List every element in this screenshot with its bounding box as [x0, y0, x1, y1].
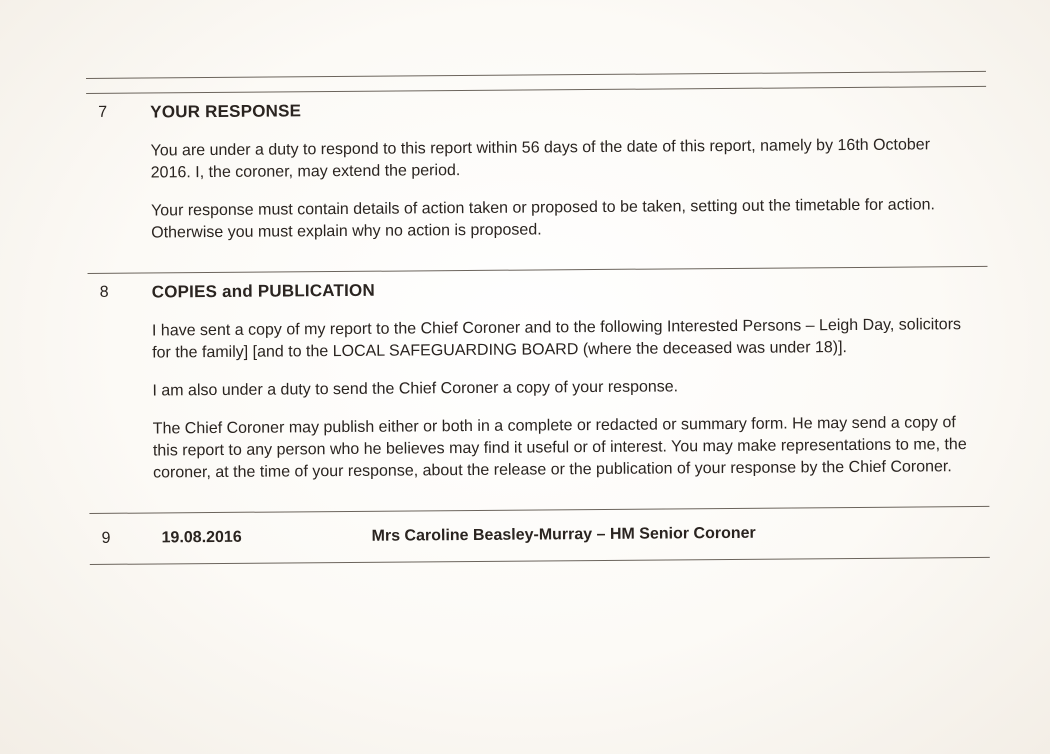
signature-date: 19.08.2016	[161, 528, 242, 547]
section-number: 9	[101, 529, 111, 547]
section-heading: COPIES and PUBLICATION	[151, 280, 375, 302]
paragraph: You are under a duty to respond to this report within 56 days of the date of this report, namely by 16th October 2016. I, the coroner, may extend the period.	[150, 136, 931, 182]
paragraph: I have sent a copy of my report to the Chief Coroner and to the following Interested Persons – Leigh Day, solicitors for the family] [and to the LOCAL SAFEGUARDING BOARD (where the deceased was under 18)].	[151, 316, 962, 362]
signature-row	[89, 506, 989, 565]
section-your-response	[86, 86, 987, 273]
section-number: 7	[98, 103, 108, 121]
report-page	[86, 71, 990, 565]
section-heading: YOUR RESPONSE	[150, 101, 302, 122]
section-number: 8	[99, 283, 109, 301]
signature-name: Mrs Caroline Beasley-Murray – HM Senior Coroner	[371, 524, 756, 545]
section-copies-publication	[88, 266, 990, 513]
paragraph: The Chief Coroner may publish either or both in a complete or redacted or summary form. He may send a copy of this report to any person who he believes may find it useful or of interest. You may make representations to me, the coroner, at the time of your response, about the release or the publication of your response by the Chief Coroner.	[152, 414, 967, 482]
top-rule	[86, 71, 986, 79]
paragraph: I am also under a duty to send the Chief Coroner a copy of your response.	[152, 378, 679, 400]
paragraph: Your response must contain details of action taken or proposed to be taken, setting out the timetable for action. Otherwise you must explain why no action is proposed.	[150, 196, 935, 242]
